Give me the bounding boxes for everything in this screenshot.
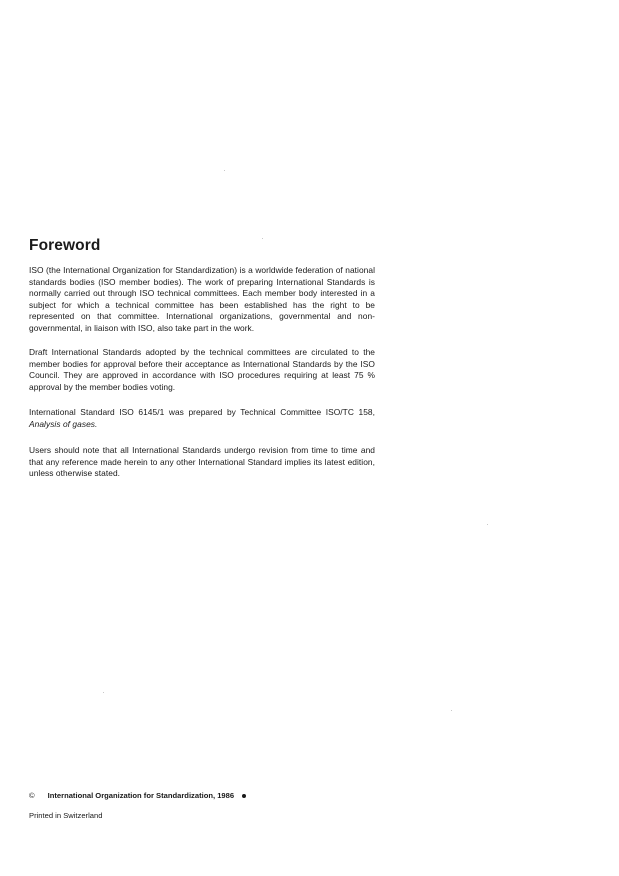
paragraph-draft-standards: Draft International Standards adopted by the technical committees are circulated to the member bodies for approval before their acceptance as International Standards by the ISO Council. They are approved in accordance with ISO procedures requiring at least 75 % approval by the member bodies voting.: [29, 347, 375, 392]
copyright-text: International Organization for Standardization, 1986: [47, 791, 235, 800]
printed-in-note: Printed in Switzerland: [29, 811, 103, 820]
bullet-icon: [242, 794, 246, 798]
paragraph-revision-note: Users should note that all International Standards undergo revision from time to time and that any reference made herein to any other International Standard implies its latest edition, unless otherwise stated.: [29, 445, 375, 479]
preparation-text: International Standard ISO 6145/1 was prepared by Technical Committee ISO/TC 158,: [29, 407, 375, 417]
scan-speck: [103, 692, 104, 693]
copyright-symbol: ©: [29, 791, 35, 800]
scan-speck: [451, 710, 452, 711]
scan-speck: [487, 524, 488, 525]
committee-title: Analysis of gases.: [29, 418, 98, 429]
copyright-line: [29, 791, 246, 800]
scan-speck: [262, 238, 263, 239]
paragraph-iso-description: ISO (the International Organization for Standardization) is a worldwide federation of national standards bodies (ISO member bodies). The work of preparing International Standards is normally carried out through ISO technical committees. Each member body interested in a subject for which a technical committee has been established has the right to be represented on that committee. International organizations, governmental and non-governmental, in liaison with ISO, also take part in the work.: [29, 265, 375, 333]
paragraph-standard-preparation: [29, 407, 375, 430]
section-heading: Foreword: [29, 237, 101, 254]
scan-speck: [224, 170, 225, 171]
